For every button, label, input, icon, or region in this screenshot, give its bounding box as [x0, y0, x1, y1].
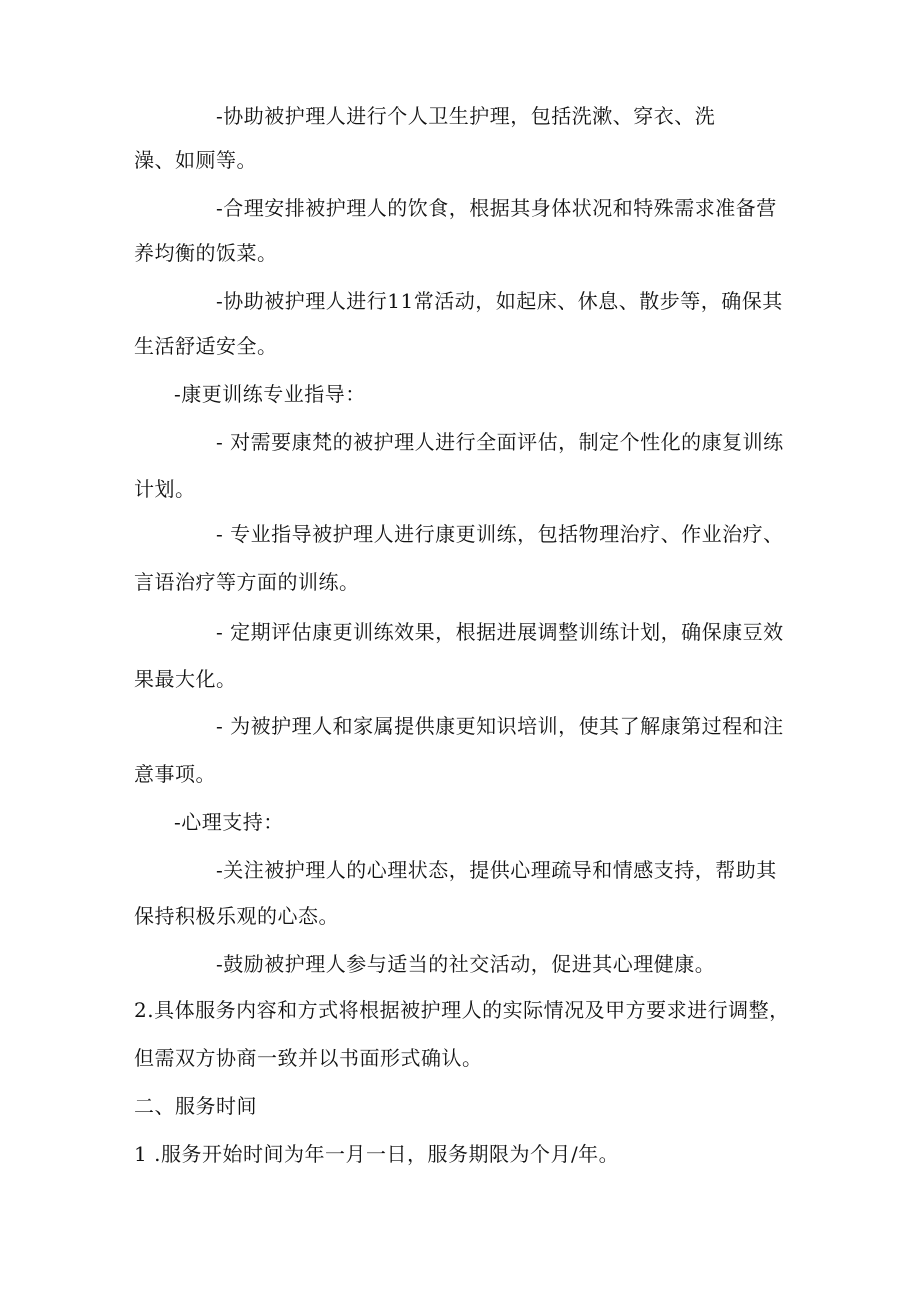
text-line: 意事项。: [134, 762, 216, 786]
text-line: -关注被护理人的心理状态，提供心理疏导和情感支持，帮助其: [216, 858, 777, 882]
text-line: 计划。: [134, 477, 196, 501]
text-line: 生活舒适安全。: [134, 334, 278, 358]
text-line: - 为被护理人和家属提供康更知识培训，使其了解康第过程和注: [216, 714, 784, 738]
text-line: -鼓励被护理人参与适当的社交活动，促进其心理健康。: [216, 952, 716, 976]
text-line: 2.具体服务内容和方式将根据被护理人的实际情况及甲方要求进行调整，: [134, 998, 790, 1022]
text-line: 保持积极乐观的心态。: [134, 904, 339, 928]
text-line: 1 .服务开始时间为年一月一日，服务期限为个月/年。: [134, 1142, 620, 1166]
section-heading: -康更训练专业指导：: [174, 382, 366, 406]
text-line: 但需双方协商一致并以书面形式确认。: [134, 1046, 483, 1070]
section-heading: -心理支持：: [174, 810, 284, 834]
text-line: - 对需要康梵的被护理人进行全面评估，制定个性化的康复训练: [216, 430, 784, 454]
section-heading: 二、服务时间: [134, 1094, 257, 1118]
text-line: 澡、如厕等。: [134, 148, 257, 172]
text-line: 言语治疗等方面的训练。: [134, 570, 360, 594]
text-line: -合理安排被护理人的饮食，根据其身体状况和特殊需求准备营: [216, 196, 777, 220]
text-line: - 专业指导被护理人进行康更训练，包括物理治疗、作业治疗、: [216, 522, 784, 546]
text-line: 养均衡的饭菜。: [134, 241, 278, 265]
text-line: -协助被护理人进行11常活动，如起床、休息、散步等，确保其: [216, 289, 783, 313]
text-line: 果最大化。: [134, 667, 237, 691]
text-line: - 定期评估康更训练效果，根据进展调整训练计划，确保康豆效: [216, 620, 784, 644]
text-line: -协助被护理人进行个人卫生护理，包括洗漱、穿衣、洗: [216, 104, 716, 128]
